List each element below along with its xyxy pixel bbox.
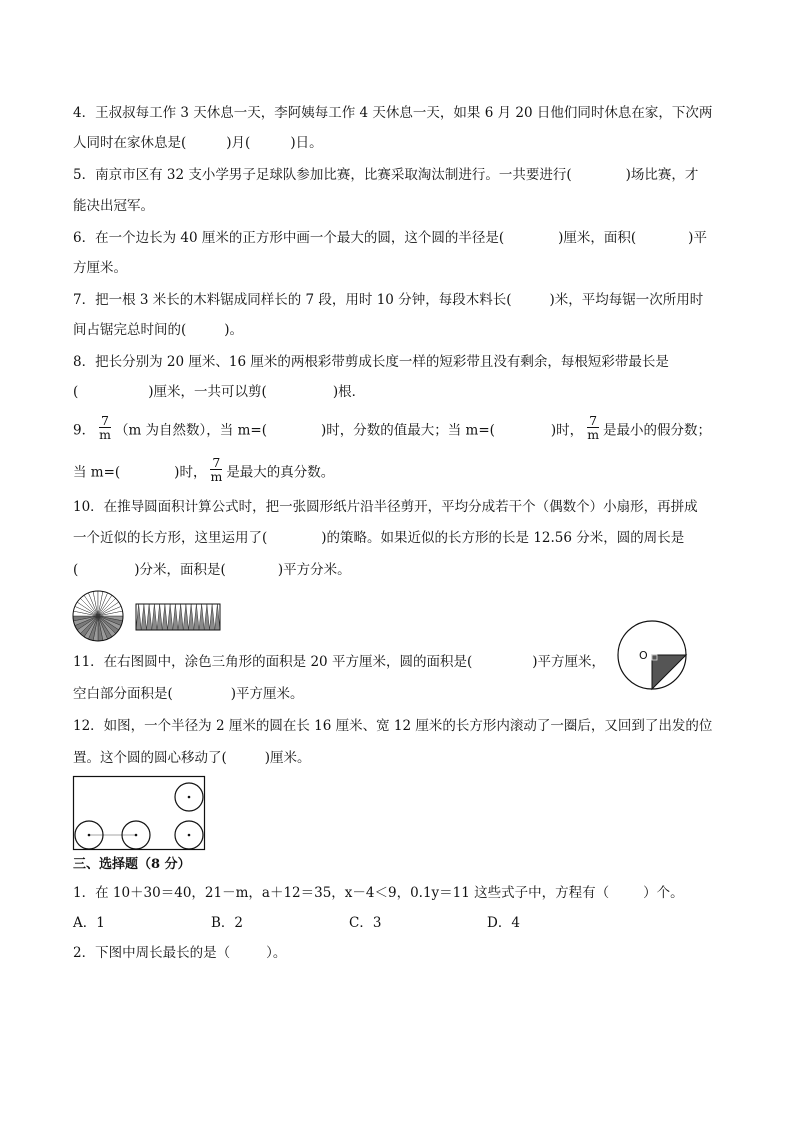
shaded-sector-piece xyxy=(178,604,183,630)
q8-line1: 8．把长分别为 20 厘米、16 厘米的两根彩带剪成长度一样的短彩带且没有剩余，每根短彩带最长是 xyxy=(73,354,669,370)
q9-line1: 9． $\frac{7}{m}$ （m 为自然数），当 m=( )时，分数的值最大；当 m=( )时， $\frac{7}{m}$ 是最小的假分数； xyxy=(73,413,712,442)
section-title: 三、选择题（8 分） xyxy=(73,857,191,872)
q5-line2: 能决出冠军。 xyxy=(73,198,154,214)
shaded-sector-piece xyxy=(210,604,215,630)
q11-line2: 空白部分面积是( )平方厘米。 xyxy=(73,686,304,702)
rearranged-rectangle-diagram xyxy=(136,604,220,630)
shaded-sector-piece xyxy=(215,604,220,630)
fraction-7-over-m: $\frac{7}{m}$ xyxy=(99,413,111,442)
q5-line1: 5．南京市区有 32 支小学男子足球队参加比赛，比赛采取淘汰制进行。一共要进行( )场比赛，才 xyxy=(73,167,699,183)
shaded-sector-piece xyxy=(168,604,173,630)
circle-center-dot xyxy=(188,796,191,799)
shaded-sector-piece xyxy=(199,604,204,630)
center-label-o: O xyxy=(639,649,648,662)
shaded-sector-piece xyxy=(152,604,157,630)
q10-line1: 10．在推导圆面积计算公式时，把一张圆形纸片沿半径剪开，平均分成若干个（偶数个）小扇形，再拼成 xyxy=(73,499,698,515)
option-a[interactable]: A．1 xyxy=(73,915,105,931)
q6-line2: 方厘米。 xyxy=(73,260,127,276)
circle-center-dot xyxy=(88,834,91,837)
shaded-sector-piece xyxy=(194,604,199,630)
q11-line1: 11．在右图圆中，涂色三角形的面积是 20 平方厘米，圆的面积是( )平方厘米， xyxy=(73,654,605,670)
q12-line1: 12．如图，一个半径为 2 厘米的圆在长 16 厘米、宽 12 厘米的长方形内滚动了一圈后，又回到了出发的位 xyxy=(73,718,713,734)
option-b[interactable]: B．2 xyxy=(211,915,244,931)
q4-line1: 4．王叔叔每工作 3 天休息一天，李阿姨每工作 4 天休息一天，如果 6 月 20 日他们同时休息在家，下次两 xyxy=(73,105,713,121)
sector-circle-diagram xyxy=(72,590,124,642)
mc2-stem: 2．下图中周长最长的是（ ）。 xyxy=(73,945,287,961)
shaded-sector-piece xyxy=(204,604,209,630)
rolling-circle-rectangle-diagram xyxy=(73,776,205,850)
q10-line2: 一个近似的长方形，这里运用了( )的策略。如果近似的长方形的长是 12.56 分米，圆的周长是 xyxy=(73,530,685,546)
circle-center-dot xyxy=(188,834,191,837)
fraction-7-over-m: $\frac{7}{m}$ xyxy=(587,413,600,442)
shaded-sector-piece xyxy=(189,604,194,630)
mc1-stem: 1．在 10＋30＝40，21－m，a＋12＝35，x－4＜9，0.1y＝11 这些式子中，方程有（ ）个。 xyxy=(73,885,684,901)
shaded-sector-piece xyxy=(147,604,152,630)
shaded-sector-piece xyxy=(141,604,146,630)
shaded-sector-piece xyxy=(136,604,141,630)
q7-line2: 间占锯完总时间的( )。 xyxy=(73,322,244,338)
fraction-7-over-m: $\frac{7}{m}$ xyxy=(210,455,223,484)
rectangle-outline xyxy=(74,777,205,850)
q9-line2: 当 m=( )时， $\frac{7}{m}$ 是最大的真分数。 xyxy=(73,455,335,484)
q10-line3: ( )分米，面积是( )平方分米。 xyxy=(73,562,351,578)
q4-line2: 人同时在家休息是( )月( )日。 xyxy=(73,135,323,151)
shaded-sector-piece xyxy=(183,604,188,630)
q7-line1: 7．把一根 3 米长的木料锯成同样长的 7 段，用时 10 分钟，每段木料长( )米，平均每锯一次所用时 xyxy=(73,292,704,308)
circle-center-dot xyxy=(135,834,138,837)
shaded-sector-piece xyxy=(157,604,162,630)
option-d[interactable]: D．4 xyxy=(487,915,520,931)
shaded-sector-piece xyxy=(162,604,167,630)
shaded-sector-piece xyxy=(173,604,178,630)
q8-line2: ( )厘米，一共可以剪( )根． xyxy=(73,384,366,400)
q12-line2: 置。这个圆的圆心移动了( )厘米。 xyxy=(73,750,311,766)
option-c[interactable]: C．3 xyxy=(349,915,382,931)
q6-line1: 6．在一个边长为 40 厘米的正方形中画一个最大的圆，这个圆的半径是( )厘米，面积( )平 xyxy=(73,230,707,246)
circle-shaded-triangle-diagram xyxy=(615,618,689,692)
